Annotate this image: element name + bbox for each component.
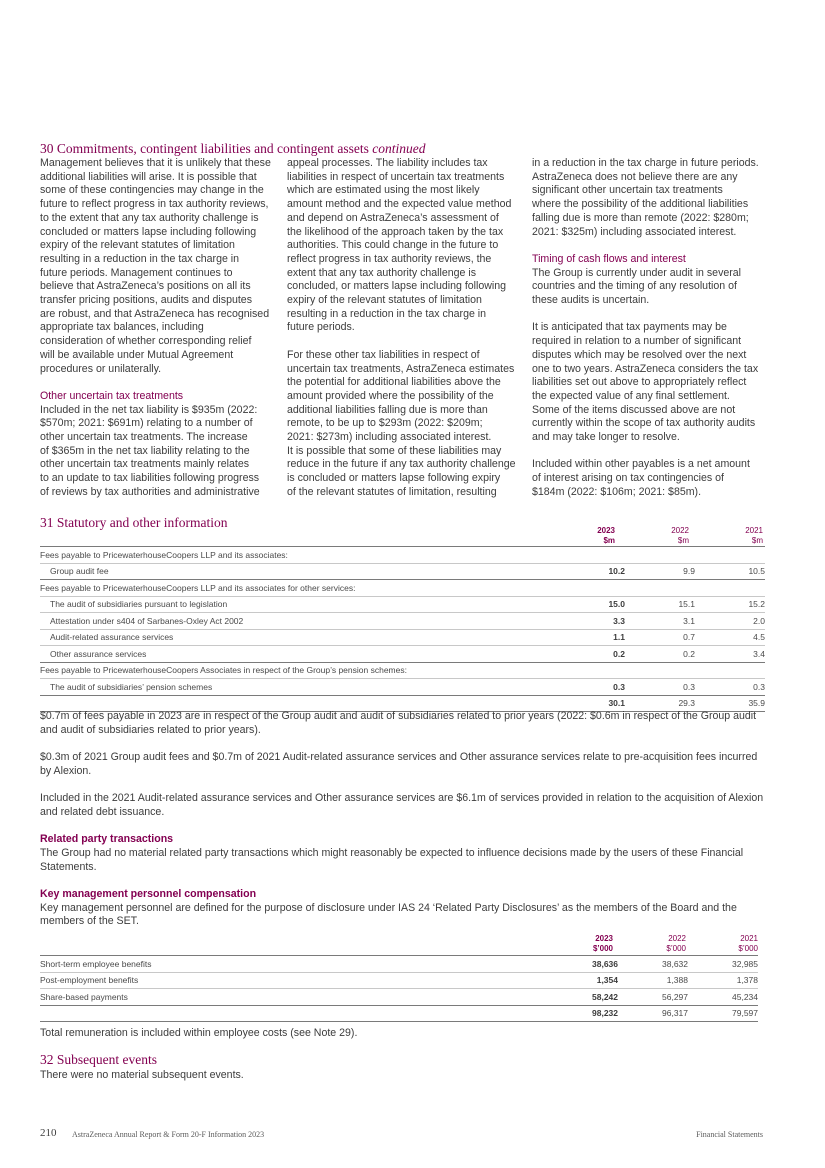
subhead-other-uncertain: Other uncertain tax treatments [40,389,184,402]
text-line: reduce in the future if any tax authority challenge [287,458,516,471]
row-label: Group audit fee [40,563,555,580]
text-line: to the extent that any tax authority challenge is [40,211,259,224]
cell-value: 15.0 [555,596,625,613]
note31-paragraphs [40,710,765,929]
subhead-timing: Timing of cash flows and interest [532,252,686,265]
note30-column-1 [40,157,275,500]
text-line: the likelihood of the approach taken by the tax [287,225,504,238]
text-line: The Group is currently under audit in several [532,266,742,279]
row-label: The audit of subsidiaries pursuant to legislation [40,596,555,613]
text-line: For these other tax liabilities in respect of [287,348,480,361]
table-row [40,679,765,696]
cell-value: 3.4 [695,646,765,663]
cell-value: 32,985 [688,956,758,973]
table-row [40,613,765,630]
fees-paragraph-3: Included in the 2021 Audit-related assurance services and Other assurance services are $6.1m of services provided in relation to the acquisition of Alexion and related debt issuance. [40,792,764,818]
text-line: future periods. Management continues to [40,266,233,279]
text-line: It is anticipated that tax payments may be [532,321,727,334]
text-line: of the relevant statutes of limitation, resulting [287,485,497,498]
cell-value: 15.2 [695,596,765,613]
row-label: The audit of subsidiaries’ pension schemes [40,679,555,696]
text-line: the expected value of any final settlement. [532,389,730,402]
fees-header-2023: 2023 $m [597,526,615,545]
row-label: Fees payable to PricewaterhouseCoopers Associates in respect of the Group’s pension schemes: [40,662,765,679]
text-line: countries and the timing of any resolution of [532,280,737,293]
text-line: Management believes that it is unlikely that these [40,157,271,169]
note30-column-2 [287,157,527,500]
cell-value: 29.3 [625,695,695,712]
section-name: Financial Statements [696,1130,763,1139]
row-label: Post-employment benefits [40,972,548,989]
text-line: amount provided where the possibility of the [287,389,494,402]
text-line: disputes which may be resolved over the next [532,348,747,361]
text-line: is concluded or matters lapse following expiry [287,472,501,485]
text-line: transfer pricing positions, audits and disputes [40,294,252,307]
kmp-text: Key management personnel are defined for the purpose of disclosure under IAS 24 ‘Related Party Disclosures’ as the members of the Board and the members of the SET. [40,901,737,928]
text-line: amount method and the expected value method [287,198,512,211]
cell-value: 35.9 [695,695,765,712]
fees-table [40,546,765,712]
cell-value: 58,242 [548,989,618,1006]
text-line: reflect progress in tax authority reviews, the [287,252,492,265]
fees-header-2022: 2022 $m [671,526,689,545]
text-line: concluded, or matters lapse including following [287,280,507,293]
text-line: of reviews by tax authorities and administrative [40,485,260,498]
fees-paragraph-1: $0.7m of fees payable in 2023 are in respect of the Group audit and audit of subsidiaries related to prior years (2022: $0.6m in respect of the Group audit and audit of subsidiaries related to prior years). [40,710,757,736]
cell-value: 1,354 [548,972,618,989]
cell-value: 0.7 [625,629,695,646]
table-row [40,547,765,564]
text-line: expiry of the relevant statutes of limitation [287,294,482,307]
text-line: in a reduction in the tax charge in future periods. [532,157,759,169]
related-party-heading: Related party transactions [40,833,174,846]
text-line: to an update to tax liabilities following progress [40,472,260,485]
cell-value: 96,317 [618,1005,688,1022]
text-line: some of these contingencies may change in the [40,184,264,197]
table-row [40,956,758,973]
table-row [40,1005,758,1022]
table-row [40,629,765,646]
cell-value: 4.5 [695,629,765,646]
row-label: Share-based payments [40,989,548,1006]
cell-value: 56,297 [618,989,688,1006]
cell-value: 10.2 [555,563,625,580]
kmp-heading: Key management personnel compensation [40,888,257,901]
row-label: Fees payable to PricewaterhouseCoopers LLP and its associates for other services: [40,580,765,597]
kmp-table [40,955,758,1022]
cell-value: 1.1 [555,629,625,646]
related-party-text: The Group had no material related party transactions which might reasonably be expected to influence decisions made by the users of these Financial Statements. [40,846,744,873]
text-line: and depend on AstraZeneca’s assessment of [287,211,499,224]
row-label: Short-term employee benefits [40,956,548,973]
cell-value: 1,388 [618,972,688,989]
text-line: these audits is uncertain. [532,294,650,307]
text-line: required in relation to a number of significant [532,335,742,348]
text-line: additional liabilities will arise. It is possible that [40,170,257,183]
text-line: procedures or unilaterally. [40,362,162,375]
text-line: are robust, and that AstraZeneca has recognised [40,307,270,320]
text-line: 2021: $273m) including associated interest. [287,431,492,444]
kmp-note: Total remuneration is included within employee costs (see Note 29). [40,1027,358,1039]
text-line: Some of the items discussed above are not [532,403,736,416]
table-row [40,989,758,1006]
cell-value: 79,597 [688,1005,758,1022]
row-label: Other assurance services [40,646,555,663]
row-label: Fees payable to PricewaterhouseCoopers LLP and its associates: [40,547,765,564]
text-line: consideration of whether corresponding relief [40,335,252,348]
text-line: additional liabilities falling due is more than [287,403,488,416]
cell-value: 38,636 [548,956,618,973]
cell-value: 3.1 [625,613,695,630]
row-label: Attestation under s404 of Sarbanes-Oxley Act 2002 [40,613,555,630]
text-line: other uncertain tax treatments mainly relates [40,458,250,471]
cell-value: 38,632 [618,956,688,973]
text-line: future to reflect progress in tax authority reviews, [40,198,269,211]
text-line: uncertain tax treatments, AstraZeneca estimates [287,362,515,375]
text-line: and may take longer to resolve. [532,431,680,444]
text-line: significant other uncertain tax treatments [532,184,723,197]
text-line: the potential for additional liabilities above the [287,376,501,389]
table-row [40,972,758,989]
text-line: Included within other payables is a net amount [532,458,750,471]
text-line: future periods. [287,321,355,334]
cell-value: 0.3 [555,679,625,696]
cell-value: 9.9 [625,563,695,580]
text-line: 2021: $325m) including associated interest. [532,225,737,238]
text-line: falling due is more than remote (2022: $280m; [532,211,749,224]
cell-value: 0.3 [695,679,765,696]
fees-paragraph-2: $0.3m of 2021 Group audit fees and $0.7m of 2021 Audit-related assurance services and Other assurance services relate to pre-acquisition fees incurred by Alexion. [40,751,758,777]
cell-value: 30.1 [555,695,625,712]
text-line: AstraZeneca does not believe there are any [532,170,738,183]
text-line: $570m; 2021: $691m) relating to a number of [40,417,253,430]
kmp-header-2023: 2023 $’000 [592,934,613,953]
text-line: Included in the net tax liability is $935m (2022: [40,403,258,416]
text-line: of interest arising on tax contingencies of [532,472,724,485]
row-label [40,1005,548,1022]
text-line: extent that any tax authority challenge is [287,266,477,279]
cell-value: 1,378 [688,972,758,989]
cell-value: 0.2 [555,646,625,663]
note32-text: There were no material subsequent events. [40,1069,244,1081]
cell-value: 15.1 [625,596,695,613]
table-row [40,580,765,597]
text-line: where the possibility of the additional liabilities [532,198,749,211]
note30-column-3 [532,157,772,500]
text-line: will be available under Mutual Agreement [40,348,234,361]
text-line: believe that AstraZeneca’s positions on all its [40,280,251,293]
text-line: concluded or matters lapse including following [40,225,257,238]
table-row [40,596,765,613]
text-line: It is possible that some of these liabilities may [287,444,502,457]
text-line: resulting in a reduction in the tax charge in [40,252,240,265]
cell-value: 45,234 [688,989,758,1006]
cell-value: 2.0 [695,613,765,630]
text-line: liabilities in respect of uncertain tax treatments [287,170,505,183]
text-line: expiry of the relevant statutes of limitation [40,239,235,252]
text-line: $184m (2022: $106m; 2021: $85m). [532,485,702,498]
table-row [40,646,765,663]
fees-header-2021: 2021 $m [745,526,763,545]
note30-title: 30 Commitments, contingent liabilities and contingent assets continued [40,141,426,156]
text-line: appeal processes. The liability includes tax [287,157,488,169]
cell-value: 0.2 [625,646,695,663]
text-line: liabilities set out above to appropriately reflect [532,376,747,389]
text-line: currently within the scope of tax authority audits [532,417,756,430]
text-line: of $365m in the net tax liability relating to the [40,444,250,457]
row-label: Audit-related assurance services [40,629,555,646]
note32-title: 32 Subsequent events [40,1052,157,1067]
table-row [40,563,765,580]
text-line: which are estimated using the most likely [287,184,480,197]
text-line: authorities. This could change in the future to [287,239,499,252]
text-line: remote, to be up to $293m (2022: $209m; [287,417,483,430]
text-line: one to two years. AstraZeneca considers the tax [532,362,759,375]
page-number: 210 [40,1127,57,1139]
text-line: other uncertain tax treatments. The increase [40,431,248,444]
note31-title: 31 Statutory and other information [40,515,228,530]
kmp-header-2022: 2022 $’000 [666,934,686,953]
cell-value: 10.5 [695,563,765,580]
continued-label: continued [372,141,426,156]
cell-value: 3.3 [555,613,625,630]
report-name: AstraZeneca Annual Report & Form 20-F Information 2023 [72,1130,265,1139]
table-row [40,662,765,679]
text-line: appropriate tax balances, including [40,321,204,334]
cell-value: 0.3 [625,679,695,696]
kmp-header-2021: 2021 $’000 [738,934,758,953]
cell-value: 98,232 [548,1005,618,1022]
text-line: resulting in a reduction in the tax charge in [287,307,487,320]
